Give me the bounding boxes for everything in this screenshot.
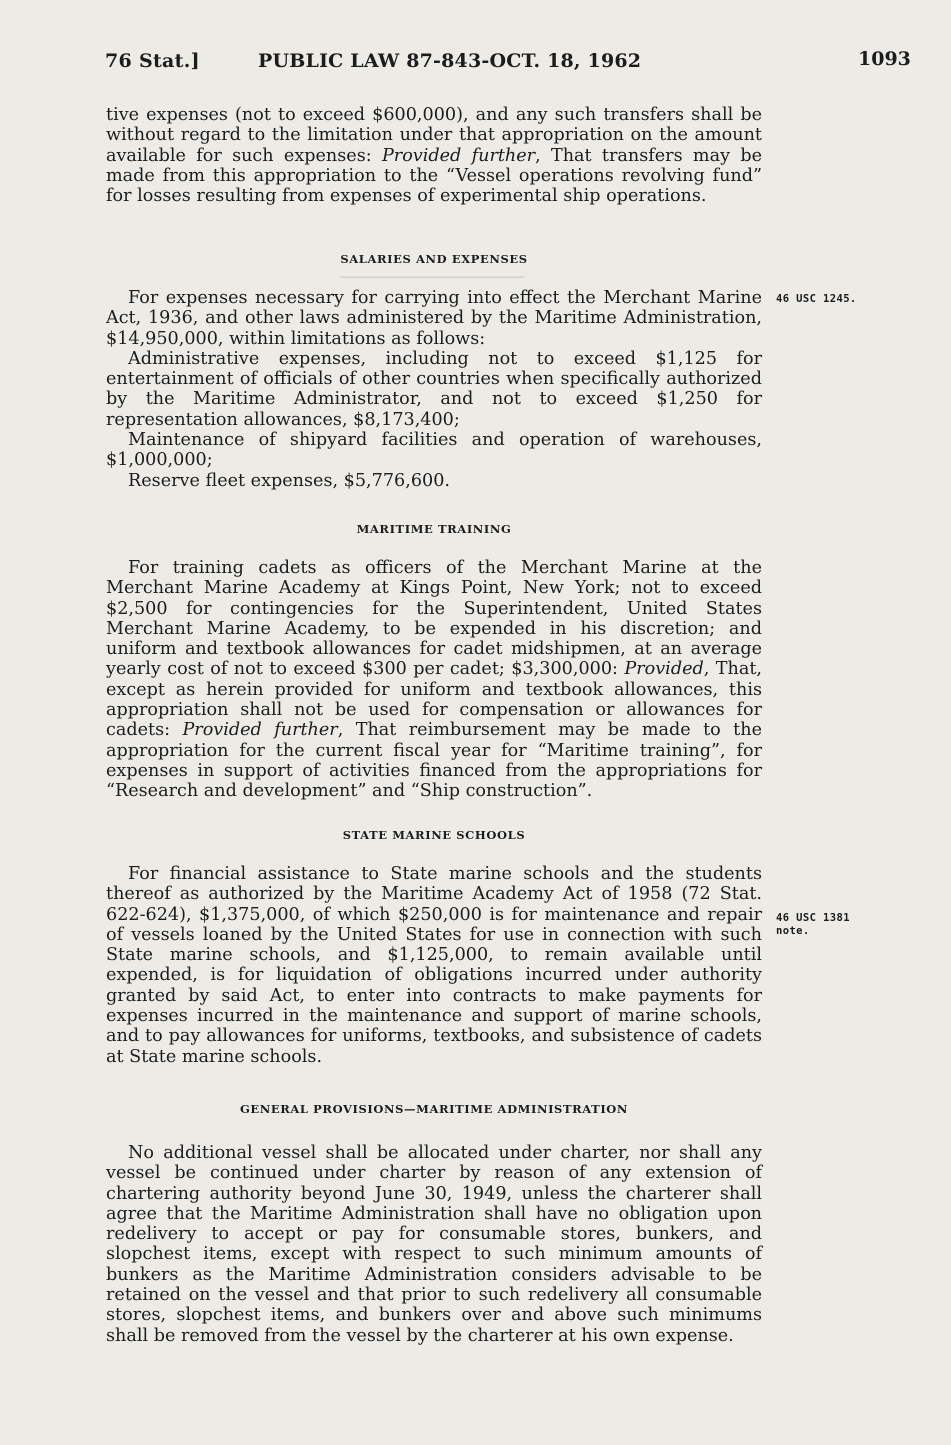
margin-citation: 46 USC 1381 note. [776, 912, 850, 937]
margin-citation: 46 USC 1245. [776, 293, 857, 305]
paragraph: Maintenance of shipyard facilities and operation of warehouses, $1,000,000; [106, 430, 762, 471]
bleed-through: ────────────────── [340, 268, 525, 288]
section-salaries-and-expenses [106, 252, 762, 491]
volume-citation: 76 Stat.] [105, 50, 200, 72]
section-heading: SALARIES AND EXPENSES [340, 252, 528, 266]
section-heading: MARITIME TRAINING [356, 522, 512, 536]
page-title: PUBLIC LAW 87-843-OCT. 18, 1962 [258, 50, 642, 72]
paragraph: For training cadets as officers of the Merchant Marine at the Merchant Marine Academy at Kings Point, New York; not to exceed $2,500 for contingencies for the Superintendent, United States Merchant Marine Academy, to be expended in his discretion; and uniform and textbook allowances for cadet midshipmen, at an average yearly cost of not to exceed $300 per cadet; $3,300,000: Provided, That, except as herein provided for uniform and textbook allowances, this appropriation shall not be used for compensation or allowances for cadets: Provided further, That reimbursement may be made to the appropriation for the current fiscal year for “Maritime training”, for expenses in support of activities financed from the appropriations for “Research and development” and “Ship construction”. [106, 558, 763, 802]
section-continuation [106, 105, 762, 206]
paragraph: For financial assistance to State marine schools and the students thereof as authorized by the Maritime Academy Act of 1958 (72 Stat. 622-624), $1,375,000, of which $250,000 is for maintenance and repair of vessels loaned by the United States for use in connection with such State marine schools, and $1,125,000, to remain available until expended, is for liquidation of obligations incurred under authority granted by said Act, to enter into contracts to make payments for expenses incurred in the maintenance and support of marine schools, and to pay allowances for uniforms, textbooks, and subsistence of cadets at State marine schools. [106, 864, 762, 1067]
italic-proviso: Provided [624, 659, 704, 680]
paragraph: No additional vessel shall be allocated under charter, nor shall any vessel be continued under charter by reason of any extension of chartering authority beyond June 30, 1949, unless the charterer shall agree that the Maritime Administration shall have no obligation upon redelivery to accept or pay for consumable stores, bunkers, and slopchest items, except with respect to such minimum amounts of bunkers as the Maritime Administration considers advisable to be retained on the vessel and that prior to such redelivery all consumable stores, slopchest items, and bunkers over and above such minimums shall be removed from the vessel by the charterer at his own expense. [106, 1143, 762, 1346]
paragraph: Reserve fleet expenses, $5,776,600. [128, 470, 450, 491]
section-heading: GENERAL PROVISIONS—MARITIME ADMINISTRATION [239, 1102, 629, 1116]
paragraph: Administrative expenses, including not to exceed $1,125 for entertainment of officials of other countries when specifically authorized by the Maritime Administrator, and not to exceed $1,250 for representation allowances, $8,173,400; [106, 348, 762, 430]
paragraph: For expenses necessary for carrying into effect the Merchant Marine Act, 1936, and other laws administered by the Maritime Administration, $14,950,000, within limitations as follows: [106, 288, 762, 349]
paragraph: tive expenses (not to exceed $600,000), and any such transfers shall be without regard to the limitation under that appropriation on the amount available for such expenses: Provided further, That transfers may be made from this appropriation to the “Vessel operations revolving fund” for losses resulting from expenses of experimental ship operations. [106, 105, 762, 207]
section-maritime-training [106, 522, 762, 802]
italic-proviso: Provided further [381, 145, 536, 166]
section-heading: STATE MARINE SCHOOLS [342, 828, 526, 842]
section-state-marine-schools [106, 828, 762, 1067]
page-number: 1093 [858, 48, 911, 70]
section-general-provisions [106, 1102, 762, 1346]
italic-proviso: Provided further [182, 720, 338, 741]
